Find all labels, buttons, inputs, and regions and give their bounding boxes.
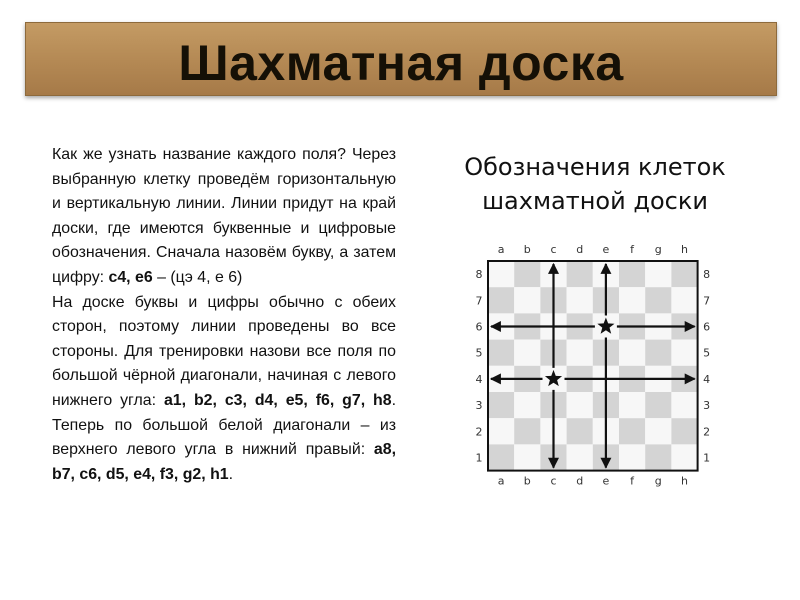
square-g8 [645,261,671,287]
rank-label-3-left: 3 [475,399,483,413]
rank-label-1-right: 1 [703,451,711,465]
white-diagonal-list: a8, b7, c6, d5, e4, f3, g2, h1 [52,441,396,483]
square-f3 [619,392,645,418]
rank-label-6-right: 6 [703,320,711,334]
square-f1 [619,444,645,470]
square-a1 [488,444,514,470]
square-a7 [488,287,514,313]
file-label-e-bottom: e [602,474,610,488]
page-title: Шахматная доска [178,35,624,91]
rank-label-4-right: 4 [703,372,711,386]
file-label-g-top: g [654,243,662,256]
board-heading: Обозначения клеток шахматной доски [464,153,726,215]
rank-label-8-right: 8 [703,268,711,282]
file-label-f-top: f [630,243,635,256]
file-label-d-bottom: d [576,474,584,488]
square-h2 [671,418,697,444]
rank-label-7-left: 7 [475,294,483,308]
file-label-c-top: c [550,243,557,256]
file-label-h-bottom: h [681,474,688,488]
square-h7 [671,287,697,313]
file-label-b-top: b [523,243,531,256]
square-a2 [488,418,514,444]
rank-label-2-left: 2 [475,425,483,439]
file-label-e-top: e [602,243,610,256]
rank-label-7-right: 7 [703,294,711,308]
square-g3 [645,392,671,418]
rank-label-6-left: 6 [475,320,483,334]
file-label-b-bottom: b [523,474,531,488]
square-b8 [514,261,540,287]
square-b1 [514,444,540,470]
square-d1 [567,444,593,470]
file-label-c-bottom: c [550,474,557,488]
rank-label-4-left: 4 [475,372,483,386]
square-b3 [514,392,540,418]
rank-label-1-left: 1 [475,451,483,465]
square-a8 [488,261,514,287]
square-f7 [619,287,645,313]
square-d8 [567,261,593,287]
file-label-a-bottom: a [497,474,505,488]
explanation-text [52,143,396,487]
rank-label-3-right: 3 [703,399,711,413]
rank-label-8-left: 8 [475,268,483,282]
rank-label-5-left: 5 [475,346,483,360]
square-h1 [671,444,697,470]
square-f5 [619,340,645,366]
chessboard-diagram [470,240,732,500]
square-f8 [619,261,645,287]
paragraph-2: На доске буквы и цифры обычно с обеих сторон, поэтому линии проведены во все стороны. Для тренировки назови все поля по большой чёрной диагонали, начиная с левого нижнего угла: a1, b2, c3, d4, e5, f6, g7, h8. Теперь по большой белой диагонали – из верхнего левого угла в нижний правый: a8, b7, c6, d5, e4, f3, g2, h1. [52,293,396,483]
square-g7 [645,287,671,313]
square-d5 [567,340,593,366]
chessboard-svg [470,240,732,500]
black-diagonal-list: a1, b2, c3, d4, e5, f6, g7, h8 [163,391,392,409]
square-g1 [645,444,671,470]
file-label-h-top: h [681,243,688,256]
square-a5 [488,340,514,366]
file-label-f-bottom: f [630,474,635,488]
square-h5 [671,340,697,366]
square-d7 [567,287,593,313]
file-label-d-top: d [576,243,584,256]
example-squares: c4, e6 [108,268,153,286]
square-a3 [488,392,514,418]
square-h8 [671,261,697,287]
square-h3 [671,392,697,418]
rank-label-5-right: 5 [703,346,711,360]
square-d3 [567,392,593,418]
title-banner [25,22,777,96]
rank-label-2-right: 2 [703,425,711,439]
square-b2 [514,418,540,444]
square-g2 [645,418,671,444]
square-g5 [645,340,671,366]
square-f2 [619,418,645,444]
square-d2 [567,418,593,444]
square-b7 [514,287,540,313]
file-label-a-top: a [497,243,505,256]
paragraph-1: Как же узнать название каждого поля? Через выбранную клетку проведём горизонтальную и вертикальную линии. Линии придут на край доски, где имеются буквенные и цифровые обозначения. Сначала назовём букву, а затем цифру: c4, e6 – (цэ 4, е 6) [52,146,396,286]
square-b5 [514,340,540,366]
file-label-g-bottom: g [654,474,662,488]
